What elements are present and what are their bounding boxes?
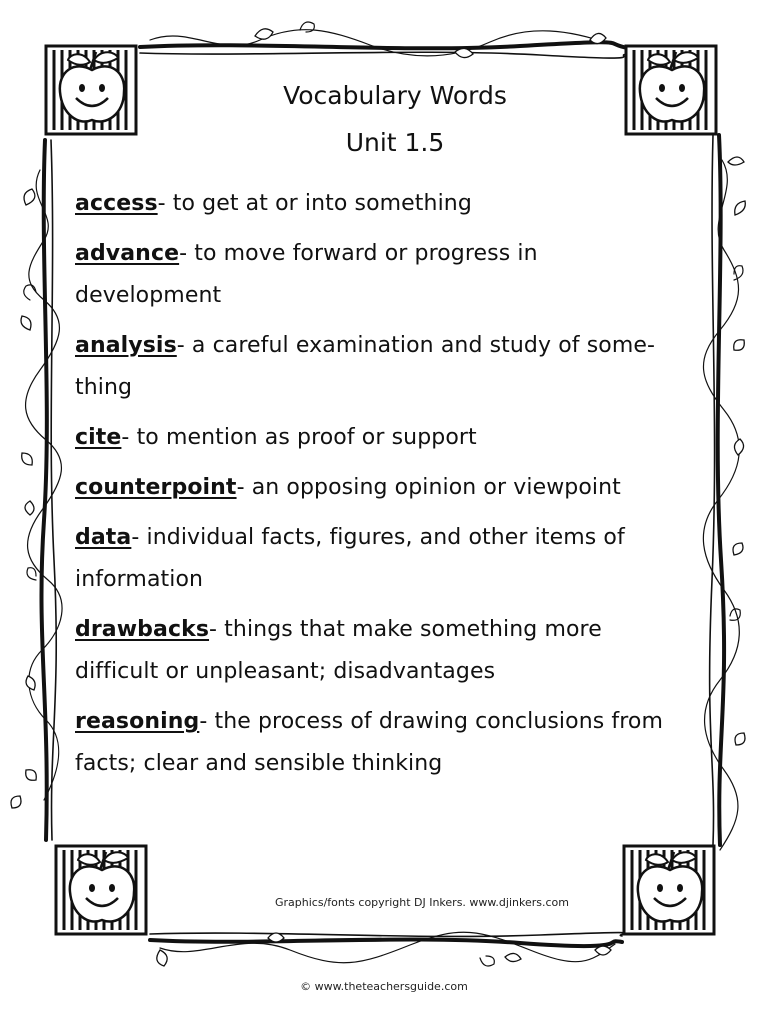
- term-separator: -: [179, 241, 195, 266]
- term-separator: -: [121, 425, 137, 450]
- vocab-entry-counterpoint: [75, 467, 690, 509]
- vocab-definition: things that make something more difficult or unpleasant; disadvantages: [75, 617, 602, 684]
- footer-copyright: © www.theteachersguide.com: [300, 980, 468, 993]
- vocab-definition: to mention as proof or support: [136, 425, 477, 450]
- vocab-entry-cite: [75, 417, 690, 459]
- smiling-apple-icon: [622, 842, 718, 938]
- vocab-entry-drawbacks: [75, 609, 690, 693]
- term-separator: -: [157, 191, 173, 216]
- vocab-definition: the process of drawing conclusions from facts; clear and sensible thinking: [75, 709, 663, 776]
- vocab-entry-reasoning: [75, 701, 690, 785]
- vocab-entry-data: [75, 517, 690, 601]
- term-separator: -: [199, 709, 215, 734]
- term-separator: -: [209, 617, 225, 642]
- vocab-entry-advance: [75, 233, 690, 317]
- vocab-term: access: [75, 191, 158, 216]
- vocab-term: data: [75, 525, 132, 550]
- vocab-definition: a careful examination and study of some-thing: [75, 333, 656, 400]
- vocab-definition: to get at or into something: [172, 191, 472, 216]
- vocab-definition: individual facts, figures, and other items of information: [75, 525, 625, 592]
- vocab-entry-analysis: [75, 325, 690, 409]
- term-separator: -: [236, 475, 252, 500]
- term-separator: -: [131, 525, 147, 550]
- vocab-term: cite: [75, 425, 122, 450]
- page-title: Vocabulary Words: [283, 81, 507, 110]
- term-separator: -: [176, 333, 192, 358]
- vocab-term: reasoning: [75, 709, 200, 734]
- vocab-entry-access: [75, 183, 690, 225]
- graphics-credit: Graphics/fonts copyright DJ Inkers. www.djinkers.com: [275, 896, 569, 909]
- vocabulary-list: [75, 183, 690, 793]
- vocab-term: analysis: [75, 333, 177, 358]
- vocab-term: advance: [75, 241, 180, 266]
- smiling-apple-icon: [54, 842, 150, 938]
- vocab-definition: an opposing opinion or viewpoint: [251, 475, 621, 500]
- vocab-term: counterpoint: [75, 475, 237, 500]
- unit-subtitle: Unit 1.5: [345, 128, 445, 157]
- smiling-apple-icon: [44, 42, 140, 138]
- vocab-definition: to move forward or progress in development: [75, 241, 538, 308]
- vocab-term: drawbacks: [75, 617, 210, 642]
